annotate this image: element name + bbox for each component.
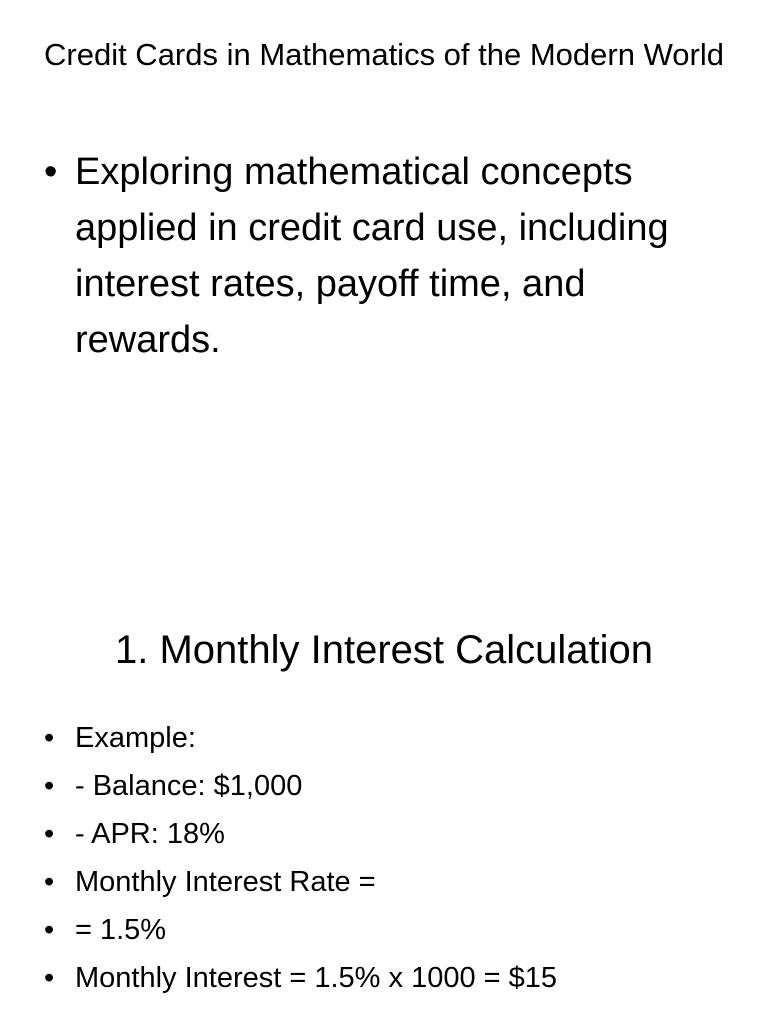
list-item (40, 906, 730, 954)
list-item (40, 714, 730, 762)
bullet-text: - Balance: $1,000 (75, 770, 303, 802)
bullet-text: Monthly Interest Rate = (75, 866, 376, 898)
bullet-icon: • (44, 914, 55, 946)
bullet-text: Example: (75, 722, 196, 754)
bullet-icon: • (44, 818, 55, 850)
list-item (40, 144, 730, 368)
bullet-text: - APR: 18% (75, 818, 225, 850)
bullet-icon: • (44, 866, 55, 898)
slide-2 (0, 512, 768, 1024)
bullet-icon: • (44, 151, 58, 193)
bullet-text: = 1.5% (75, 914, 167, 946)
list-item (40, 858, 730, 906)
list-item (40, 762, 730, 810)
bullet-icon: • (44, 770, 55, 802)
bullet-list (40, 144, 730, 368)
list-item (40, 954, 730, 1002)
slide-title: Credit Cards in Mathematics of the Modern World (44, 37, 724, 72)
bullet-icon: • (44, 722, 55, 754)
bullet-icon: • (44, 962, 55, 994)
bullet-text: Exploring mathematical concepts applied in credit card use, including interest rates, payoff time, and rewards. (75, 151, 669, 361)
bullet-text: Monthly Interest = 1.5% x 1000 = $15 (75, 962, 558, 994)
slide-title: 1. Monthly Interest Calculation (114, 628, 654, 672)
list-item (40, 810, 730, 858)
bullet-list (40, 714, 730, 1002)
